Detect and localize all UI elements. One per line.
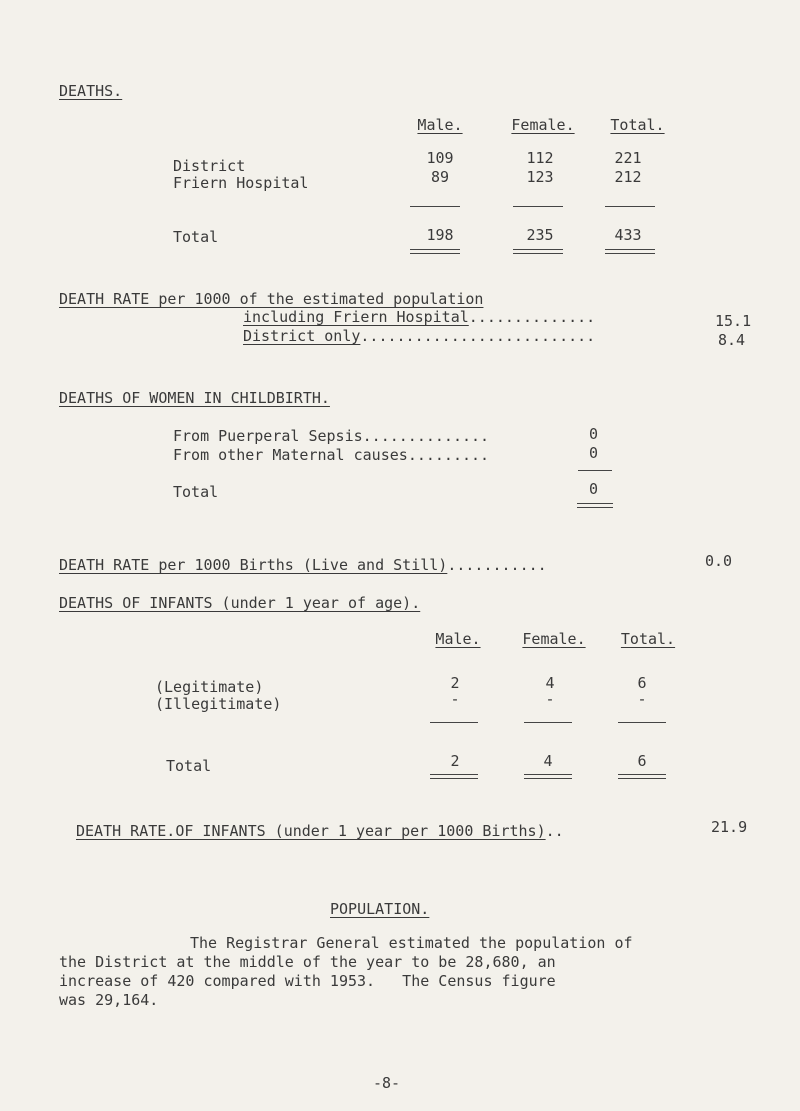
male-value: 109 <box>426 149 454 167</box>
childbirth-row-sepsis <box>173 427 489 445</box>
row-label: (Legitimate) <box>155 678 264 696</box>
death-rate-heading: DEATH RATE per 1000 of the estimated population <box>59 290 484 308</box>
paragraph-line: The Registrar General estimated the population of <box>190 934 633 952</box>
row-label: Total <box>166 757 212 775</box>
total-value: 212 <box>614 168 642 186</box>
row-label: From other Maternal causes <box>173 446 408 464</box>
death-rate-value-district: 8.4 <box>718 331 746 349</box>
female-value: - <box>545 690 555 708</box>
dot-leader: .......................... <box>360 327 596 345</box>
male-value: 89 <box>430 168 450 186</box>
infant-rate-value: 21.9 <box>711 818 748 836</box>
double-rule <box>577 503 613 508</box>
deaths-heading: DEATHS. <box>59 82 123 100</box>
dot-leader: ......... <box>407 446 490 464</box>
double-rule <box>430 774 478 779</box>
row-label: Friern Hospital <box>173 174 309 192</box>
female-value: 4 <box>545 674 555 692</box>
population-heading: POPULATION. <box>330 900 430 918</box>
divider <box>430 722 478 723</box>
infants-col-female: Female. <box>522 630 586 648</box>
dot-leader: .. <box>545 822 564 840</box>
paragraph-line: the District at the middle of the year to be 28,680, an <box>59 953 556 971</box>
childbirth-value-sepsis: 0 <box>589 425 599 443</box>
line-label: DEATH RATE per 1000 Births (Live and Still) <box>59 556 448 574</box>
female-value: 112 <box>526 149 554 167</box>
childbirth-heading: DEATHS OF WOMEN IN CHILDBIRTH. <box>59 389 330 407</box>
divider <box>618 722 666 723</box>
double-rule <box>618 774 666 779</box>
male-value: 198 <box>426 226 454 244</box>
childbirth-total-value: 0 <box>589 480 599 498</box>
total-value: 6 <box>637 674 647 692</box>
divider <box>578 470 612 471</box>
divider <box>513 206 563 207</box>
infant-rate-line <box>76 822 564 840</box>
female-value: 123 <box>526 168 554 186</box>
infants-col-total: Total. <box>620 630 676 648</box>
total-value: 433 <box>614 226 642 244</box>
total-value: 221 <box>614 149 642 167</box>
paragraph-line: increase of 420 compared with 1953. The Census figure <box>59 972 556 990</box>
death-rate-line-including <box>243 308 595 326</box>
deaths-col-total: Total. <box>610 116 665 134</box>
paragraph-line: was 29,164. <box>59 991 159 1009</box>
infants-heading: DEATHS OF INFANTS (under 1 year of age). <box>59 594 421 612</box>
childbirth-total-label: Total <box>173 483 219 501</box>
divider <box>410 206 460 207</box>
female-value: 235 <box>526 226 554 244</box>
page-number: -8- <box>373 1074 401 1092</box>
deaths-col-female: Female. <box>511 116 575 134</box>
total-value: - <box>637 690 647 708</box>
row-label: From Puerperal Sepsis <box>173 427 363 445</box>
childbirth-value-other: 0 <box>589 444 599 462</box>
male-value: - <box>450 690 460 708</box>
dot-leader: .............. <box>362 427 490 445</box>
infants-col-male: Male. <box>435 630 481 648</box>
total-value: 6 <box>637 752 647 770</box>
line-label: DEATH RATE.OF INFANTS (under 1 year per 1000 Births) <box>76 822 546 840</box>
male-value: 2 <box>450 674 460 692</box>
male-value: 2 <box>450 752 460 770</box>
childbirth-row-other <box>173 446 489 464</box>
dot-leader: .............. <box>468 308 596 326</box>
divider <box>605 206 655 207</box>
line-label: including Friern Hospital <box>243 308 469 326</box>
death-rate-line-district <box>243 327 595 345</box>
dot-leader: ........... <box>447 556 547 574</box>
birth-rate-line <box>59 556 547 574</box>
double-rule <box>410 249 460 254</box>
divider <box>524 722 572 723</box>
double-rule <box>605 249 655 254</box>
double-rule <box>513 249 563 254</box>
female-value: 4 <box>543 752 553 770</box>
double-rule <box>524 774 572 779</box>
row-label: District <box>173 157 246 175</box>
deaths-col-male: Male. <box>417 116 463 134</box>
line-label: District only <box>243 327 361 345</box>
row-label: Total <box>173 228 219 246</box>
birth-rate-value: 0.0 <box>705 552 733 570</box>
row-label: (Illegitimate) <box>155 695 282 713</box>
death-rate-value-including: 15.1 <box>715 312 752 330</box>
